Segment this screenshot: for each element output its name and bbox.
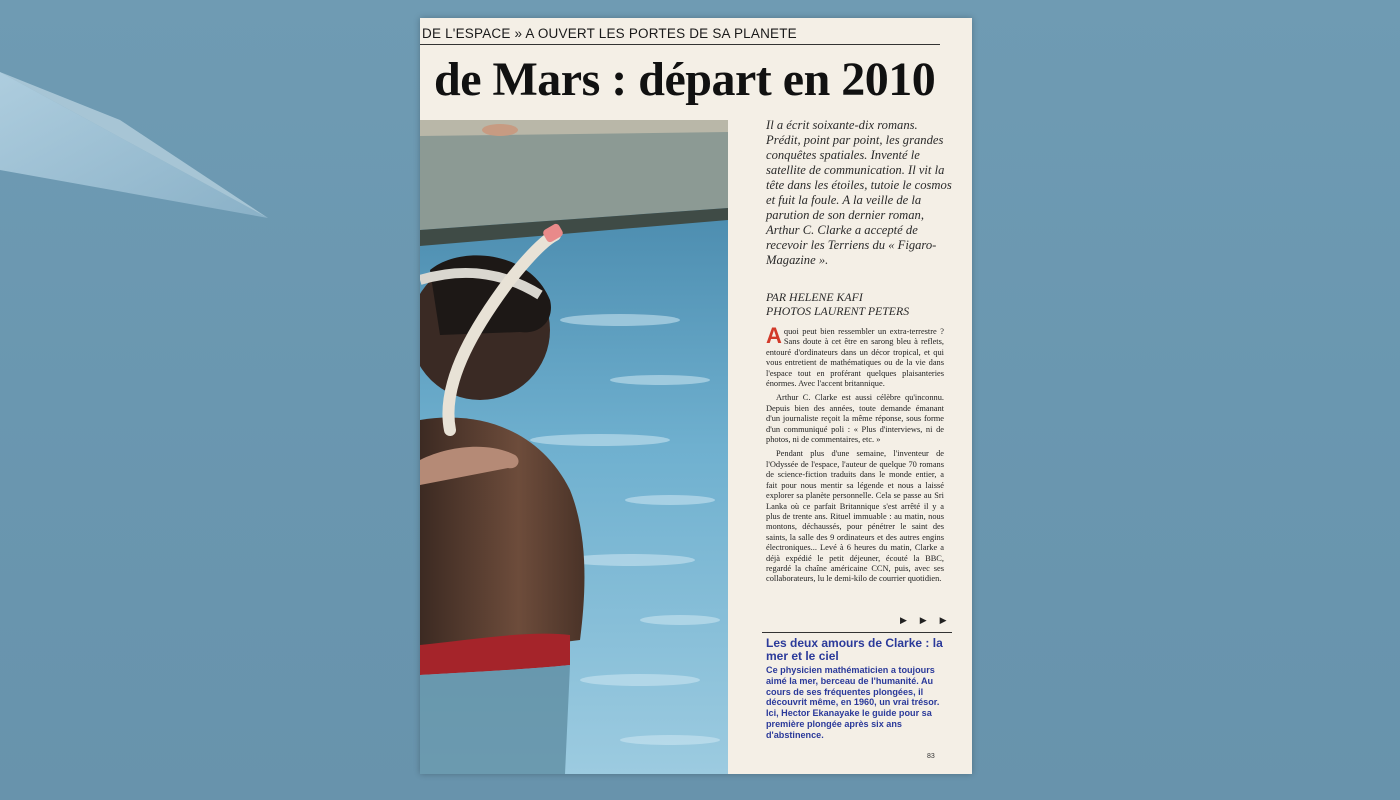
page-number: 83 bbox=[927, 753, 935, 760]
byline-photos: PHOTOS LAURENT PETERS bbox=[766, 304, 910, 318]
running-head: DE L'ESPACE » A OUVERT LES PORTES DE SA PLANETE bbox=[422, 26, 797, 41]
header-rule bbox=[420, 44, 940, 45]
snorkeler-in-pool-photo bbox=[420, 120, 728, 774]
byline bbox=[766, 290, 956, 318]
headline: de Mars : départ en 2010 bbox=[434, 53, 936, 106]
drop-cap: A bbox=[766, 323, 782, 348]
caption-body: Ce physicien mathématicien a toujours aimé la mer, berceau de l'humanité. Au cours de ses fréquentes plongées, il découvrit même, en 1960, un vrai trésor. Ici, Hector Ekanayake le guide pour sa première plongée après six ans d'abstinence. bbox=[766, 665, 940, 740]
paragraph: Arthur C. Clarke est aussi célèbre qu'inconnu. Depuis bien des années, toute demande émanant d'un journaliste reçoit la même réponse, sous forme d'un communiqué poli : « Plus d'interviews, ni de photos, ni de commentaires, etc. » bbox=[766, 393, 944, 445]
paragraph-text: quoi peut bien ressembler un extra-terrestre ? Sans doute à cet être en sarong bleu à reflets, entouré d'ordinateurs dans un décor tropical, et qui vous entretient de mathématiques ou de la vie dans l'espace tout en proférant quelques plaisanteries énormes. Avec l'accent britannique. bbox=[766, 327, 944, 389]
paragraph bbox=[766, 323, 944, 389]
magazine-page bbox=[420, 18, 972, 774]
caption-rule bbox=[762, 632, 952, 633]
continue-arrows-icon: ▶ ▶ ▶ bbox=[900, 616, 952, 626]
paragraph: Pendant plus d'une semaine, l'inventeur de l'Odyssée de l'espace, l'auteur de quelque 70 romans de science-fiction traduits dans le monde entier, a fait pour nous mentir sa légende et nous a laissé explorer sa planète personnelle. Cela se passe au Sri Lanka où ce parfait Britannique s'est arrêté il y a plus de trente ans. Rituel immuable : au matin, nous montons, déchaussés, pour pénétrer le saint des saints, la salle des 9 ordinateurs et des autres engins électroniques... Levé à 6 heures du matin, Clarke a déjà expédié le petit déjeuner, écouté la BBC, regardé la chaîne américaine CCN, puis, avec ses collaborateurs, lu le demi-kilo de courrier quotidien. bbox=[766, 449, 944, 584]
byline-author: PAR HELENE KAFI bbox=[766, 290, 863, 304]
caption-title: Les deux amours de Clarke : la mer et le ciel bbox=[766, 636, 943, 663]
article-intro: Il a écrit soixante-dix romans. Prédit, point par point, les grandes conquêtes spatiales. Inventé le satellite de communication. Il vit la tête dans les étoiles, tutoie le cosmos et fuit la foule. A la veille de la parution de son dernier roman, Arthur C. Clarke a accepté de recevoir les Terriens du « Figaro-Magazine ». bbox=[766, 118, 952, 267]
article-body bbox=[766, 323, 944, 589]
